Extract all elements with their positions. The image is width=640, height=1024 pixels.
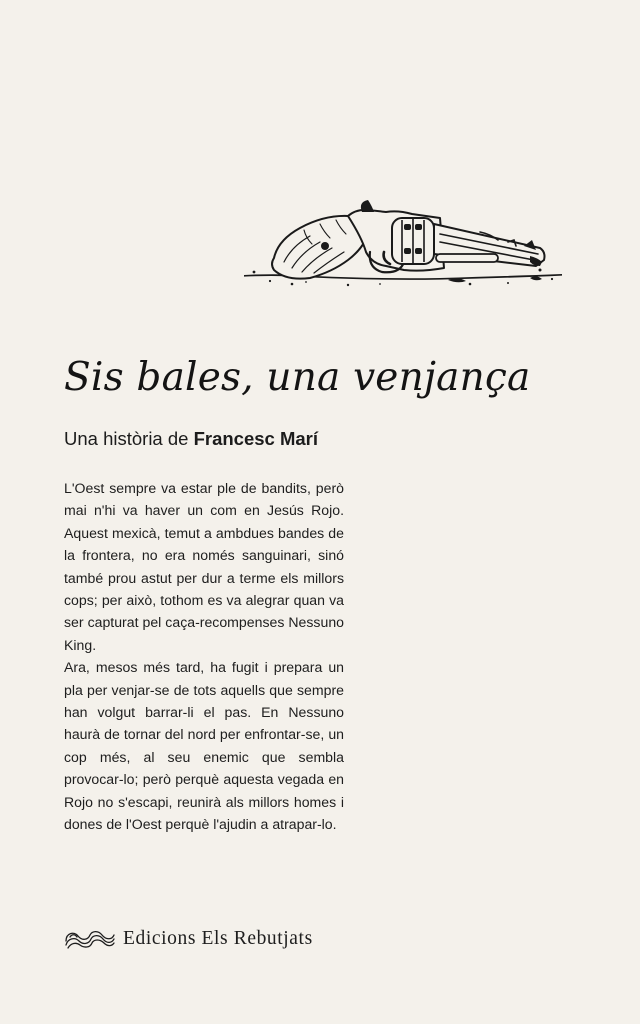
synopsis-paragraph: Ara, mesos més tard, ha fugit i prepara un pla per venjar-se de tots aquells que sempre han volgut barrar-li el pas. En Nessuno haurà de tornar del nord per enfrontar-se, un cop més, al seu enemic que sembla provocar-lo; però perquè aquesta vegada en Rojo no s'escapi, reunirà als millors homes i dones de l'Oest perquè l'ajudin a atrapar-lo. — [64, 659, 344, 833]
book-title: Sis bales, una venjança — [64, 355, 531, 400]
publisher-name: Edicions Els Rebutjats — [123, 928, 313, 949]
byline-prefix: Una història de — [64, 428, 194, 449]
byline — [64, 426, 318, 452]
author-name: Francesc Marí — [193, 428, 319, 449]
revolver-icon — [240, 196, 570, 296]
publisher — [64, 922, 313, 956]
synopsis-paragraph: L'Oest sempre va estar ple de bandits, però mai n'hi va haver un com en Jesús Rojo. Aquest mexicà, temut a ambdues bandes de la frontera, no era només sanguinari, sinó també prou astut per dur a terme els millors cops; per això, tothom es va alegrar quan va ser capturat pel caça-recompenses Nessuno King. — [64, 480, 344, 653]
wave-logo-icon — [64, 927, 116, 951]
synopsis — [64, 477, 344, 836]
